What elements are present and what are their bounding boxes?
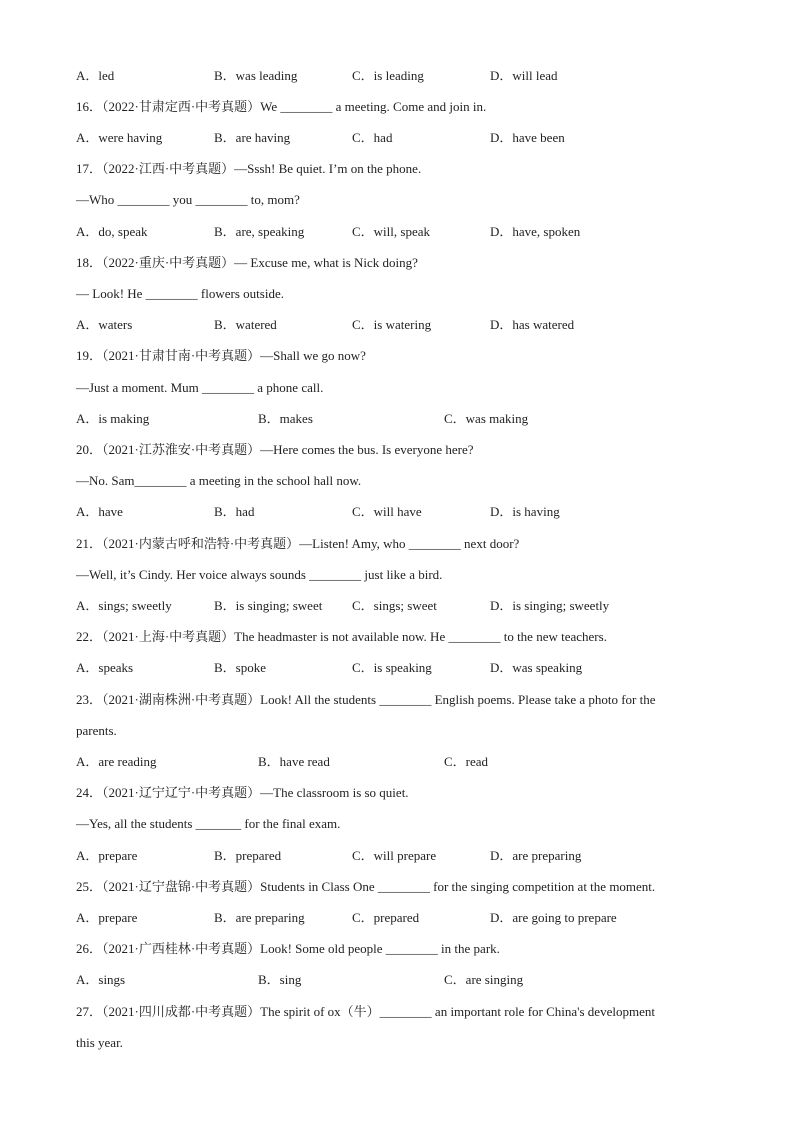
option-d: D．was speaking: [490, 660, 583, 675]
option-b: B．have read: [258, 754, 330, 769]
option-b: B．are having: [214, 130, 291, 145]
option-a: A．is making: [76, 411, 150, 426]
question-text-line: this year.: [76, 1035, 123, 1050]
question-text-line: —Well, it’s Cindy. Her voice always sounds ________ just like a bird.: [76, 567, 443, 582]
question-17: 17．（2022·江西·中考真题）—Sssh! Be quiet. I’m on the phone.: [76, 161, 422, 176]
option-c: C．will have: [352, 504, 422, 519]
option-b: B．had: [214, 504, 255, 519]
question-18: 18．（2022·重庆·中考真题）— Excuse me, what is Nick doing?: [76, 255, 418, 270]
option-d: D．are preparing: [490, 848, 582, 863]
option-b: B．are preparing: [214, 910, 305, 925]
option-b: B．are, speaking: [214, 224, 305, 239]
option-a: A．prepare: [76, 910, 138, 925]
option-b: B．watered: [214, 317, 277, 332]
option-c: C．was making: [444, 411, 529, 426]
option-c: C．will, speak: [352, 224, 430, 239]
question-text-line: —Who ________ you ________ to, mom?: [76, 192, 300, 207]
option-d: D．will lead: [490, 68, 558, 83]
question-16: 16．（2022·甘肃定西·中考真题）We ________ a meeting. Come and join in.: [76, 99, 487, 114]
option-a: A．do, speak: [76, 224, 148, 239]
option-a: A．are reading: [76, 754, 157, 769]
option-d: D．have, spoken: [490, 224, 581, 239]
option-a: A．were having: [76, 130, 163, 145]
option-b: B．prepared: [214, 848, 282, 863]
option-d: D．has watered: [490, 317, 575, 332]
question-23: 23．（2021·湖南株洲·中考真题）Look! All the students ________ English poems. Please take a photo for the: [76, 692, 656, 707]
option-a: A．waters: [76, 317, 133, 332]
question-text-line: parents.: [76, 723, 117, 738]
question-text-line: — Look! He ________ flowers outside.: [76, 286, 284, 301]
question-text-line: —Just a moment. Mum ________ a phone call.: [76, 380, 324, 395]
option-c: C．prepared: [352, 910, 420, 925]
option-a: A．led: [76, 68, 115, 83]
option-a: A．have: [76, 504, 123, 519]
option-c: C．is leading: [352, 68, 424, 83]
option-b: B．makes: [258, 411, 313, 426]
option-c: C．will prepare: [352, 848, 437, 863]
question-text-line: —No. Sam________ a meeting in the school hall now.: [76, 473, 362, 488]
option-a: A．speaks: [76, 660, 134, 675]
option-a: A．prepare: [76, 848, 138, 863]
option-d: D．is singing; sweetly: [490, 598, 610, 613]
question-25: 25．（2021·辽宁盘锦·中考真题）Students in Class One ________ for the singing competition at the moment.: [76, 879, 656, 894]
option-d: D．is having: [490, 504, 560, 519]
option-c: C．sings; sweet: [352, 598, 437, 613]
question-20: 20．（2021·江苏淮安·中考真题）—Here comes the bus. Is everyone here?: [76, 442, 474, 457]
option-b: B．sing: [258, 972, 302, 987]
option-d: D．are going to prepare: [490, 910, 617, 925]
option-c: C．is speaking: [352, 660, 432, 675]
option-b: B．was leading: [214, 68, 298, 83]
option-c: C．is watering: [352, 317, 432, 332]
question-24: 24．（2021·辽宁辽宁·中考真题）—The classroom is so quiet.: [76, 785, 409, 800]
option-b: B．spoke: [214, 660, 267, 675]
option-c: C．had: [352, 130, 393, 145]
question-27: 27．（2021·四川成都·中考真题）The spirit of ox（牛）________ an important role for China's development: [76, 1004, 655, 1019]
option-b: B．is singing; sweet: [214, 598, 323, 613]
question-text-line: —Yes, all the students _______ for the final exam.: [76, 816, 341, 831]
option-d: D．have been: [490, 130, 565, 145]
option-a: A．sings: [76, 972, 126, 987]
option-c: C．are singing: [444, 972, 524, 987]
question-26: 26．（2021·广西桂林·中考真题）Look! Some old people ________ in the park.: [76, 941, 500, 956]
option-a: A．sings; sweetly: [76, 598, 172, 613]
question-21: 21．（2021·内蒙古呼和浩特·中考真题）—Listen! Amy, who ________ next door?: [76, 536, 520, 551]
question-19: 19．（2021·甘肃甘南·中考真题）—Shall we go now?: [76, 348, 366, 363]
question-22: 22．（2021·上海·中考真题）The headmaster is not available now. He ________ to the new teachers.: [76, 629, 607, 644]
option-c: C．read: [444, 754, 489, 769]
